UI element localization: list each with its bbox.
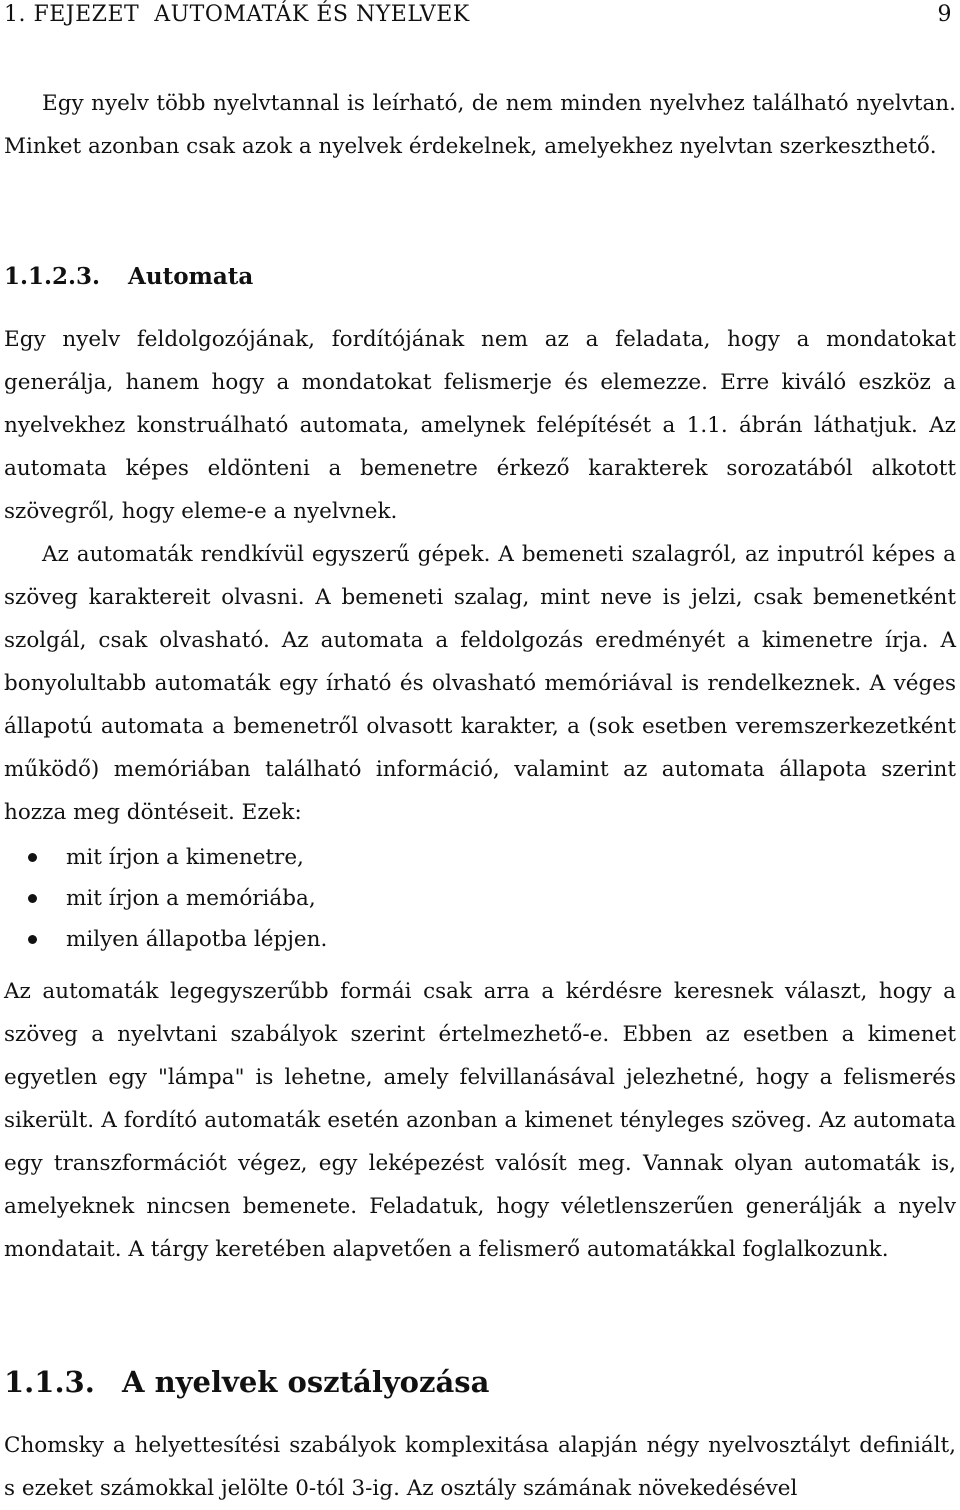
paragraph-automata-1: Egy nyelv feldolgozójának, fordítójának nem az a feladata, hogy a mondatokat generálja, hanem hogy a mondatokat felismerje és elemezze. Erre kiváló eszköz a nyelvekhez konstruálható automata, amelynek felépítését a 1.1. ábrán láthatjuk. Az automata képes eldönteni a bemenetre érkező karakterek sorozatából alkotott szövegről, hogy eleme-e a nyelvnek. [4, 327, 956, 524]
chapter-title: AUTOMATÁK ÉS NYELVEK [154, 2, 470, 27]
running-header-title [4, 0, 470, 34]
bullet-icon [28, 935, 37, 944]
bullet-list [28, 837, 327, 960]
section-heading [4, 1360, 489, 1404]
subsection-number: 1.1.2.3. [4, 263, 101, 290]
paragraph-automata-3: Az automaták legegyszerűbb formái csak arra a kérdésre keresnek választ, hogy a szöveg a nyelvtani szabályok szerint értelmezhető-e. Ebben az esetben a kimenet egyetlen egy "lámpa" is lehetne, amely felvillanásával jelezhetné, hogy a felismerés sikerült. A fordító automaták esetén azonban a kimenet tényleges szöveg. Az automata egy transzformációt végez, egy leképezést valósít meg. Vannak olyan automaták is, amelyeknek nincsen bemenete. Feladatuk, hogy véletlenszerűen generálják a nyelv mondatait. A tárgy keretében alapvetően a felismerő automatákkal foglalkozunk. [4, 979, 956, 1262]
subsection-heading [4, 259, 253, 295]
list-item-text: mit írjon a memóriába, [66, 886, 316, 911]
list-item-text: milyen állapotba lépjen. [66, 927, 328, 952]
paragraph-classes: Chomsky a helyettesítési szabályok komplexitása alapján négy nyelvosztályt definiált, s ezeket számokkal jelölte 0-tól 3-ig. Az osztály számának növekedésével [4, 1433, 956, 1501]
list-item [28, 878, 327, 919]
running-header [4, 0, 952, 34]
subsection-title: Automata [128, 263, 254, 290]
list-item-text: mit írjon a kimenetre, [66, 845, 304, 870]
bullet-icon [28, 853, 37, 862]
section-number: 1.1.3. [4, 1365, 95, 1399]
paragraph-intro: Egy nyelv több nyelvtannal is leírható, de nem minden nyelvhez található nyelvtan. Minket azonban csak azok a nyelvek érdekelnek, amelyekhez nyelvtan szerkeszthető. [4, 91, 956, 159]
section-title: A nyelvek osztályozása [122, 1365, 490, 1399]
bullet-icon [28, 894, 37, 903]
list-item [28, 919, 327, 960]
paragraph-automata-2: Az automaták rendkívül egyszerű gépek. A bemeneti szalagról, az inputról képes a szöveg karaktereit olvasni. A bemeneti szalag, mint neve is jelzi, csak bemenetként szolgál, csak olvasható. Az automata a feldolgozás eredményét a kimenetre írja. A bonyolultabb automaták egy írható és olvasható memóriával is rendelkeznek. A véges állapotú automata a bemenetről olvasott karakter, a (sok esetben veremszerkezetként működő) memóriában található információ, valamint az automata állapota szerint hozza meg döntéseit. Ezek: [4, 542, 956, 825]
page-number: 9 [937, 2, 952, 27]
list-item [28, 837, 327, 878]
chapter-label: 1. FEJEZET [4, 2, 140, 27]
